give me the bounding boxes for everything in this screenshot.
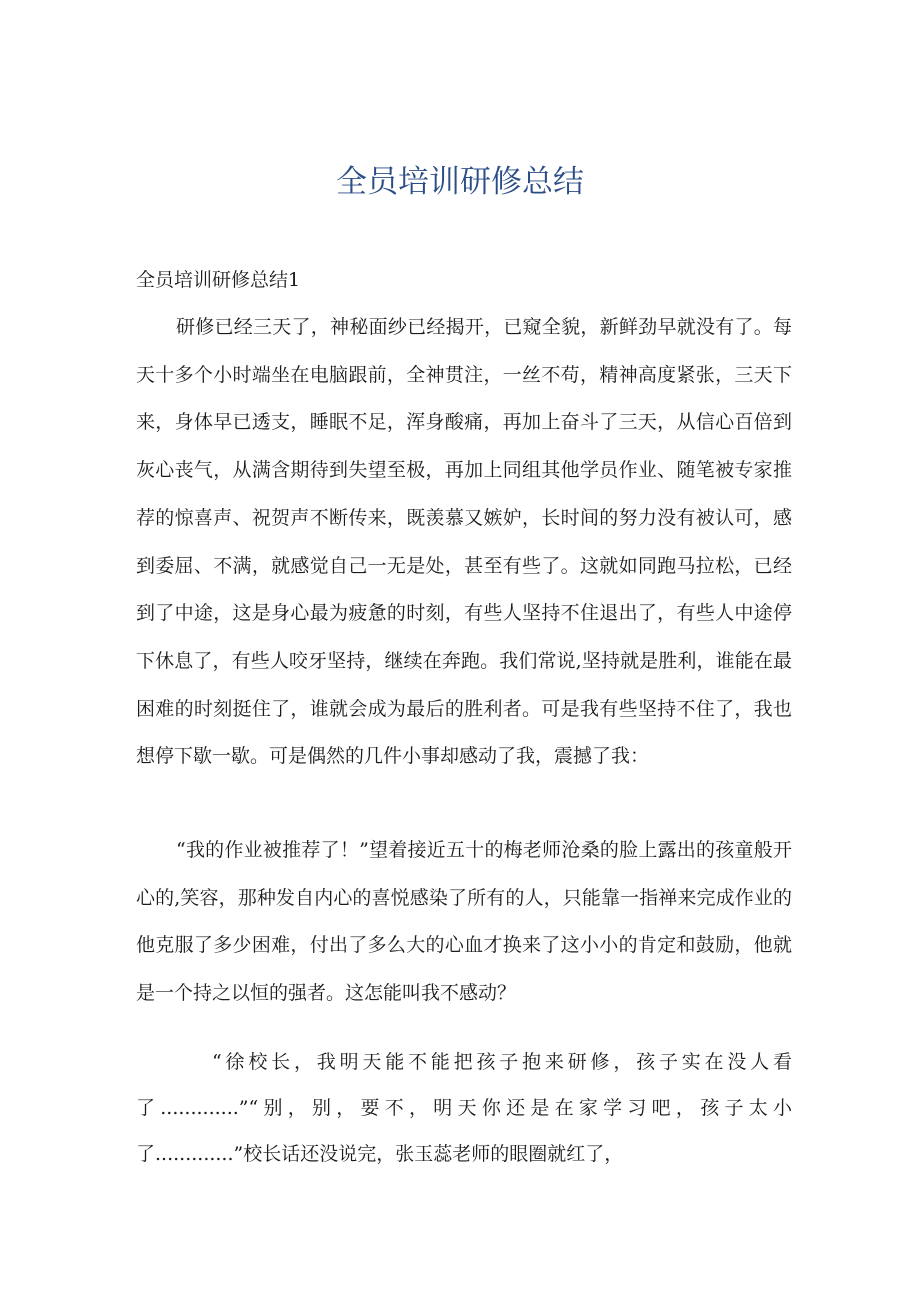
- paragraph-3: “徐校长，我明天能不能把孩子抱来研修，孩子实在没人看了.............”“别，别，要不，明天你还是在家学习吧，孩子太小了.............”校长话还没说完，张玉蕊老师的眼圈就红了，: [136, 1051, 792, 1165]
- paragraph-2: “我的作业被推荐了！”望着接近五十的梅老师沧桑的脸上露出的孩童般开心的,笑容，那种发自内心的喜悦感染了所有的人，只能靠一指禅来完成作业的他克服了多少困难，付出了多么大的心血才换来了这小小的肯定和鼓励，他就是一个持之以恒的强者。这怎能叫我不感动？: [136, 839, 792, 1005]
- document-title: 全员培训研修总结: [336, 164, 584, 200]
- paragraph-1: 研修已经三天了，神秘面纱已经揭开，已窥全貌，新鲜劲早就没有了。每天十多个小时端坐在电脑跟前，全神贯注，一丝不苟，精神高度紧张，三天下来，身体早已透支，睡眠不足，浑身酸痛，再加上奋斗了三天，从信心百倍到灰心丧气，从满含期待到失望至极，再加上同组其他学员作业、随笔被专家推荐的惊喜声、祝贺声不断传来，既羡慕又嫉妒，长时间的努力没有被认可，感到委屈、不满，就感觉自己一无是处，甚至有些了。这就如同跑马拉松，已经到了中途，这是身心最为疲惫的时刻，有些人坚持不住退出了，有些人中途停下休息了，有些人咬牙坚持，继续在奔跑。我们常说,坚持就是胜利，谁能在最困难的时刻挺住了，谁就会成为最后的胜利者。可是我有些坚持不住了，我也想停下歇一歇。可是偶然的几件小事却感动了我，震撼了我：: [136, 316, 792, 768]
- section-heading: 全员培训研修总结1: [136, 269, 301, 291]
